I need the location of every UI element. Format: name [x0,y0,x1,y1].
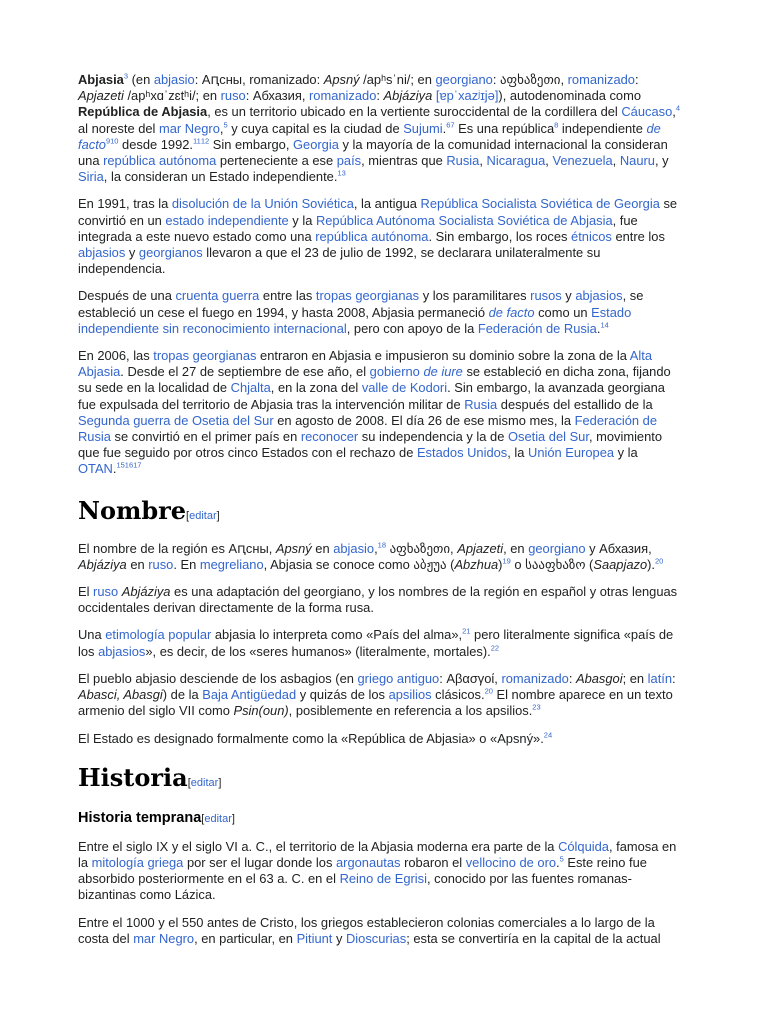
link-mar-negro-2[interactable]: mar Negro [133,930,195,946]
ref-6[interactable]: 6 [446,120,451,130]
subsection-heading-historia-temprana: Historia temprana[editar] [78,809,235,826]
ref-5-b[interactable]: 5 [559,854,564,864]
link-disolucion-urss[interactable]: disolución de la Unión Soviética [171,196,354,212]
link-estado-sin-reconocimiento[interactable]: Estado independiente sin reconocimiento internacional [78,304,632,336]
link-otan[interactable]: OTAN [78,461,113,477]
edit-link-nombre[interactable]: editar [189,509,217,522]
edit-link-historia[interactable]: editar [190,776,219,789]
link-chjalta[interactable]: Chjalta [230,380,271,396]
ref-17[interactable]: 17 [133,461,142,471]
link-rass-abjasia[interactable]: República Autónoma Socialista Soviética de Abjasia [315,212,613,228]
link-mitologia-griega[interactable]: mitología griega [91,854,184,870]
link-griego-antiguo[interactable]: griego antiguo [357,670,440,686]
link-vellocino-de-oro[interactable]: vellocino de oro [465,854,557,870]
ref-7[interactable]: 7 [450,120,455,130]
link-romanizado-2[interactable]: romanizado [309,88,377,104]
ref-5[interactable]: 5 [223,120,228,130]
paragraph-guerra: Después de una cruenta guerra entre las tropas georgianas y los paramilitares rusos y abjasios, se estableció un cese el fuego en 1994, y hasta 2008, Abjasia permaneció de facto como un Estado independiente sin reconocimiento internacional, pero con apoyo de la Federación de Rusia.$^{14}$ [78,288,644,336]
link-republica-autonoma[interactable]: república autónoma [103,153,217,169]
link-etnicos[interactable]: étnicos [571,228,612,244]
link-colquida[interactable]: Cólquida [558,838,609,854]
link-georgiano[interactable]: georgiano [435,72,493,87]
link-abjasios-3[interactable]: abjasios [98,643,146,659]
intro-paragraph: Abjasia$^3$ (en abjasio: Аԥсны, romanizado: Apsný /apʰsˈni/; en georgiano: აფხაზეთი, romanizado: Apjazeti /apʰxɑˈzɛtʰi/; en ruso: Абхазия, romanizado: Abjáziya [ɐpˈxazʲɪjə]), autodenominada como República de Abjasia, es un territorio ubicado en la vertiente suroccidental de la cordillera del Cáucaso,$^4$ al noreste del mar Negro,$^5$ y cuya capital es la ciudad de Sujumi.$^{67}$ Es una república$^8$ independiente de facto$^{910}$ desde 1992.$^{1112}$ Sin embargo, Georgia y la mayoría de la comunidad internacional la consideran una república autónoma perteneciente a ese país, mientras que Rusia, Nicaragua, Venezuela, Nauru, y Siria, la consideran un Estado independiente.$^{13}$ [78,71,681,185]
link-pitiunt[interactable]: Pitiunt [296,930,333,946]
link-ruso-3[interactable]: ruso [93,584,119,600]
article-content [78,72,684,958]
link-siria[interactable]: Siria [78,169,104,185]
link-romanizado[interactable]: romanizado [567,72,635,87]
link-etimologia-popular[interactable]: etimología popular [105,627,212,643]
link-de-facto-2[interactable]: de facto [488,304,535,320]
article-title: Abjasia [78,72,124,87]
link-alta-abjasia[interactable]: Alta Abjasia [78,348,653,380]
link-tropas-georgianas-2[interactable]: tropas georgianas [153,348,257,364]
link-reino-egrisi[interactable]: Reino de Egrisi [339,871,427,887]
link-argonautas[interactable]: argonautas [336,854,401,870]
ref-22[interactable]: 22 [490,643,500,653]
ref-12[interactable]: 12 [200,136,210,146]
link-baja-antiguedad[interactable]: Baja Antigüedad [202,687,297,703]
paragraph-etimologia: Una etimología popular abjasia lo interpreta como «País del alma»,$^{21}$ pero literalmente significa «país de los abjasios», es decir, de los «seres humanos» (literalmente, mortales).$^{22}$ [78,627,674,659]
link-rusos[interactable]: rusos [530,288,562,304]
ref-20-b[interactable]: 20 [484,686,493,696]
ref-13[interactable]: 13 [337,168,346,178]
ref-23[interactable]: 23 [532,703,541,712]
link-federacion-rusia-2[interactable]: Federación de Rusia [78,412,658,445]
link-georgianos[interactable]: georgianos [138,245,203,261]
link-sujumi[interactable]: Sujumi [403,120,443,136]
link-rusia[interactable]: Rusia [446,153,480,169]
paragraph-colonias: Entre el 1000 y el 550 antes de Cristo, los griegos establecieron colonias comerciales a lo largo de la costa del mar Negro, en particular, en Pitiunt y Dioscurias; esta se convertiría en la capital de la actual [78,914,661,946]
ref-11[interactable]: 11 [193,136,201,146]
paragraph-estado: El Estado es designado formalmente como la «República de Abjasia» o «Apsný».$^{24}$ [78,730,553,746]
link-federacion-rusia[interactable]: Federación de Rusia [477,320,597,336]
link-de-facto[interactable]: de facto [78,120,661,152]
link-ruso[interactable]: ruso [220,88,246,104]
ref-9[interactable]: 9 [105,136,111,146]
ref-21[interactable]: 21 [462,627,471,637]
link-abjasios-2[interactable]: abjasios [575,288,623,304]
link-reconocer[interactable]: reconocer [300,429,359,445]
link-estado-independiente[interactable]: estado independiente [165,212,289,228]
link-megreliano[interactable]: megreliano [199,556,264,572]
link-cruenta-guerra[interactable]: cruenta guerra [175,288,260,304]
edit-section-nombre: [editar] [186,509,220,522]
link-abjasios[interactable]: abjasios [78,245,126,261]
link-republica-autonoma-2[interactable]: república autónoma [315,228,429,244]
link-georgia[interactable]: Georgia [293,136,339,152]
ref-18[interactable]: 18 [377,540,387,550]
link-osetia-del-sur[interactable]: Osetia del Sur [507,429,589,445]
paragraph-1991: En 1991, tras la disolución de la Unión Soviética, la antigua República Socialista Soviética de Georgia se convirtió en un estado independiente y la República Autónoma Socialista Soviética de Abjasia, fue integrada a este nuevo estado como una república autónoma. Sin embargo, los roces étnicos entre los abjasios y georgianos llevaron a que el 23 de julio de 1992, se declarara unilateralmente su independencia. [78,196,678,277]
edit-section-historia: [editar] [187,776,222,789]
link-gobierno-de-iure[interactable]: gobierno de iure [369,364,463,380]
ref-8[interactable]: 8 [554,120,559,130]
link-latin[interactable]: latín [647,670,673,686]
section-heading-nombre: Nombre[editar] [78,495,220,525]
link-venezuela[interactable]: Venezuela [552,153,613,169]
official-name: República de Abjasia [78,104,208,120]
section-heading-historia: Historia[editar] [78,762,222,792]
link-valle-kodori[interactable]: valle de Kodori [361,380,448,396]
ref-19[interactable]: 19 [502,556,511,566]
link-rss-georgia[interactable]: República Socialista Soviética de Georgia [420,196,660,212]
link-union-europea[interactable]: Unión Europea [528,445,615,461]
link-ipa[interactable]: [ɐpˈxazʲɪjə] [435,88,499,104]
edit-link-historia-temprana[interactable]: editar [204,812,232,825]
link-abjasio-2[interactable]: abjasio [333,540,375,556]
link-nicaragua[interactable]: Nicaragua [486,153,546,169]
ref-14[interactable]: 14 [600,320,609,330]
paragraph-asbagios: El pueblo abjasio desciende de los asbagios (en griego antiguo: Αβασγοί, romanizado: Abasgoi; en latín: Abasci, Abasgi) de la Baja Antigüedad y quizás de los apsilios clásicos.$^{20}$ El nombre aparece en un texto armenio del siglo VII como Psin(oun), posiblemente en referencia a los apsilios.$^{23}$ [78,670,676,719]
edit-section-historia-temprana: [editar] [201,812,235,825]
ref-15[interactable]: 15 [116,461,125,471]
ref-20[interactable]: 20 [655,556,664,566]
ref-10[interactable]: 10 [110,136,119,146]
link-rusia-2[interactable]: Rusia [464,396,498,412]
link-caucaso[interactable]: Cáucaso [621,104,673,120]
ref-16[interactable]: 16 [124,461,134,471]
ref-3[interactable]: 3 [123,71,129,81]
link-apsilios[interactable]: apsilios [388,687,432,703]
link-dioscurias[interactable]: Dioscurias [346,930,407,946]
link-estados-unidos[interactable]: Estados Unidos [416,445,508,461]
link-pais[interactable]: país [336,153,362,169]
paragraph-ruso: El ruso Abjáziya es una adaptación del georgiano, y los nombres de la región en español y otras lenguas occidentales derivan directamente de la forma rusa. [78,584,678,616]
link-nauru[interactable]: Nauru [619,153,655,169]
link-georgiano-2[interactable]: georgiano [528,540,586,556]
link-mar-negro[interactable]: mar Negro [158,120,220,136]
link-romanizado-3[interactable]: romanizado [501,670,569,686]
paragraph-2006: En 2006, las tropas georgianas entraron en Abjasia e impusieron su dominio sobre la zona de la Alta Abjasia. Desde el 27 de septiembre de ese año, el gobierno de iure se estableció en dicha zona, fijando su sede en la localidad de Chjalta, en la zona del valle de Kodori. Sin embargo, la avanzada georgiana fue expulsada del territorio de Abjasia tras la intervención militar de Rusia después del estallido de la Segunda guerra de Osetia del Sur en agosto de 2008. El día 26 de ese mismo mes, la Federación de Rusia se convirtió en el primer país en reconocer su independencia y la de Osetia del Sur, movimiento que fue seguido por otros cinco Estados con el rechazo de Estados Unidos, la Unión Europea y la OTAN.$^{151617}$ [78,348,671,477]
link-ruso-2[interactable]: ruso [148,556,174,572]
ref-24[interactable]: 24 [543,730,553,740]
paragraph-colquida: Entre el siglo IX y el siglo VI a. C., el territorio de la Abjasia moderna era parte de la Cólquida, famosa en la mitología griega por ser el lugar donde los argonautas robaron el vellocino de oro.$^5$ Este reino fue absorbido posteriormente en el 63 a. C. en el Reino de Egrisi, conocido por las fuentes romanas-bizantinas como Lázica. [78,838,677,903]
link-segunda-guerra-osetia[interactable]: Segunda guerra de Osetia del Sur [78,412,274,428]
paragraph-nombre: El nombre de la región es Аԥсны, Apsný en abjasio,$^{18}$ აფხაზეთი, Apjazeti, en georgiano y Абхазия, Abjáziya en ruso. En megreliano, Abjasia se conoce como აბჟუა (Abzhua)$^{19}$ o სააფხაზო (Saapjazo).$^{20}$ [78,540,664,572]
link-abjasio[interactable]: abjasio [153,72,195,87]
link-tropas-georgianas[interactable]: tropas georgianas [315,288,420,304]
ref-4[interactable]: 4 [675,104,681,114]
